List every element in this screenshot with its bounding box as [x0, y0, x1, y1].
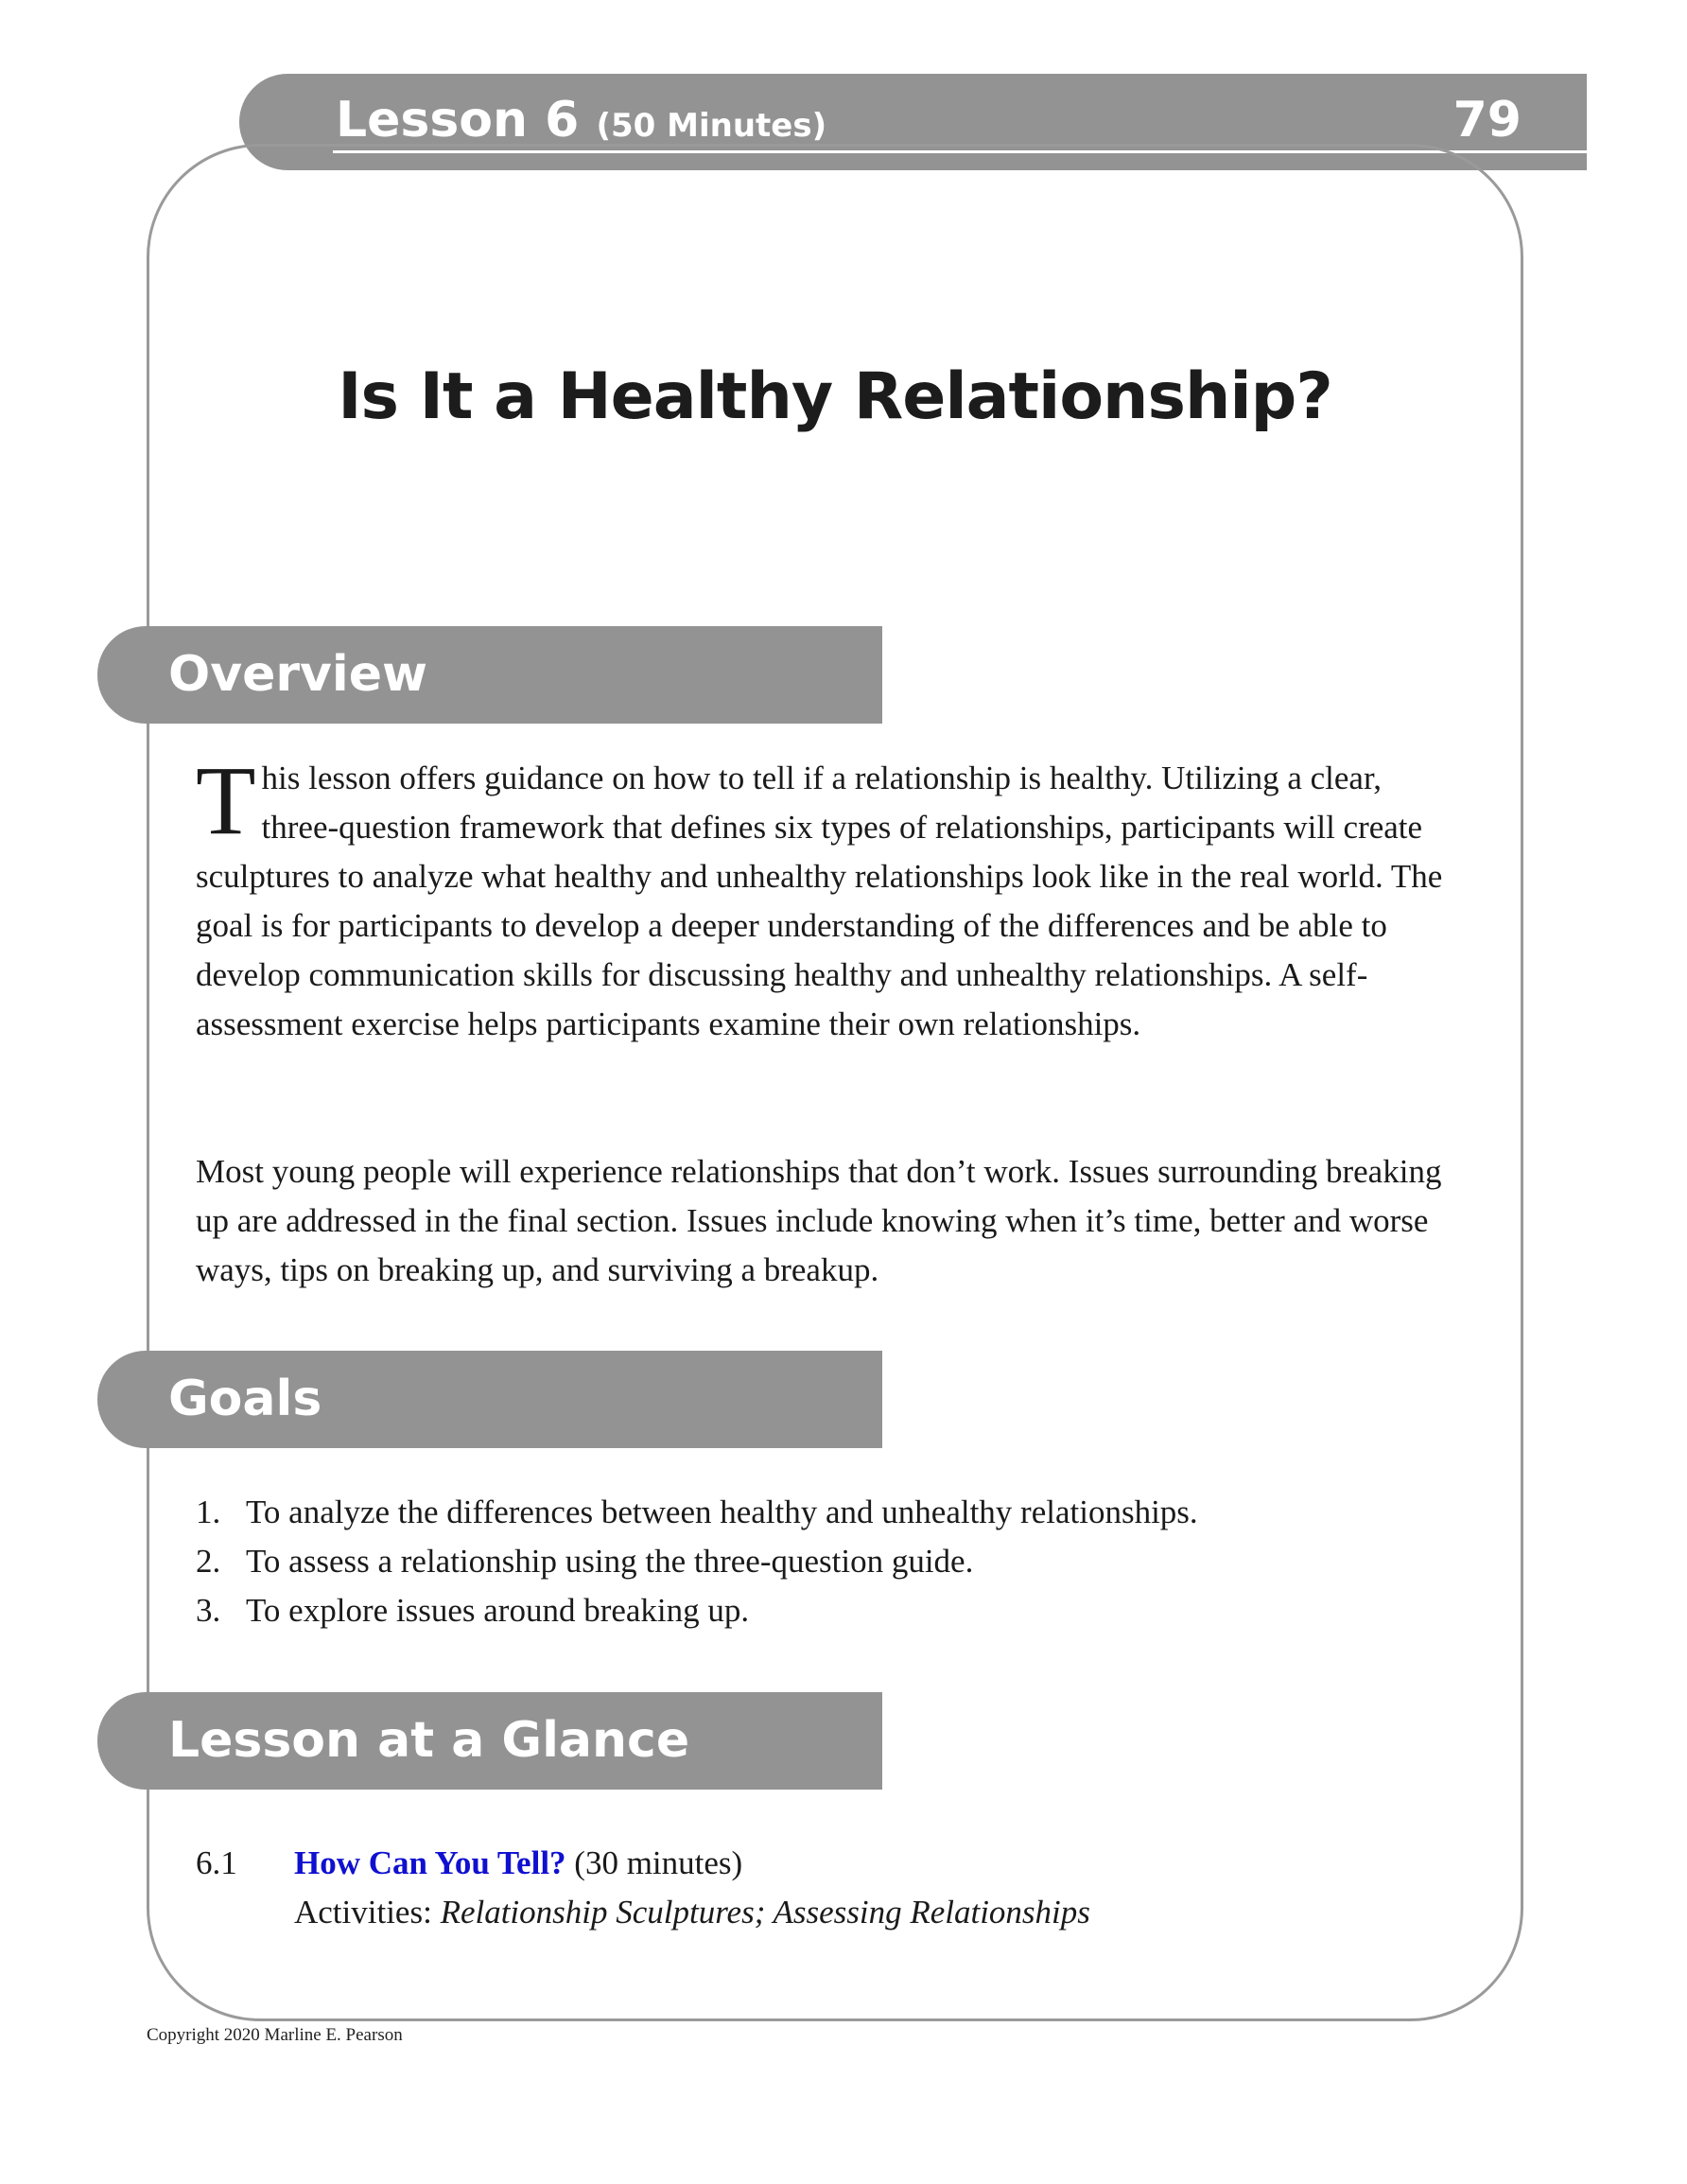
- list-item: [196, 1586, 1463, 1635]
- glance-banner: [97, 1692, 882, 1790]
- goal-text: To analyze the differences between healthy and unhealthy relationships.: [246, 1494, 1198, 1530]
- list-item: [196, 1488, 1463, 1537]
- lesson-duration: (50 Minutes): [596, 107, 827, 145]
- glance-item-number: 6.1: [196, 1844, 237, 1881]
- lesson-label: Lesson 6: [336, 92, 580, 149]
- glance-item-duration: (30 minutes): [574, 1844, 743, 1881]
- goal-text: To explore issues around breaking up.: [246, 1592, 750, 1629]
- page-title: Is It a Healthy Relationship?: [338, 359, 1332, 434]
- glance-section: [196, 1839, 1090, 1937]
- overview-paragraph-1: [196, 746, 1463, 1049]
- goals-list: [196, 1488, 1463, 1635]
- glance-heading: Lesson at a Glance: [168, 1712, 690, 1769]
- goal-number: 3.: [196, 1592, 221, 1629]
- glance-activities: [196, 1888, 1090, 1937]
- how-can-you-tell-link[interactable]: How Can You Tell?: [294, 1844, 566, 1881]
- overview-paragraph-2: Most young people will experience relationships that don’t work. Issues surrounding breaking up are addressed in the final section. Issues include knowing when it’s time, better and worse ways, tips on breaking up, and surviving a breakup.: [196, 1153, 1442, 1288]
- goals-heading: Goals: [168, 1371, 322, 1427]
- overview-heading: Overview: [168, 646, 428, 703]
- goal-text: To assess a relationship using the three-question guide.: [246, 1543, 974, 1580]
- activities-label: Activities:: [294, 1894, 432, 1931]
- glance-row: [196, 1839, 1090, 1888]
- goals-banner: [97, 1351, 882, 1448]
- goal-number: 2.: [196, 1543, 221, 1580]
- activities-list: Relationship Sculptures; Assessing Relationships: [440, 1894, 1090, 1931]
- overview-paragraph-1-text: his lesson offers guidance on how to tell if a relationship is healthy. Utilizing a clear, three-question framework that defines six types of relationships, participants will create sculptures to analyze what healthy and unhealthy relationships look like in the real world. The goal is for participants to develop a deeper understanding of the differences and be able to develop communication skills for discussing healthy and unhealthy relationships. A self-assessment exercise helps participants examine their own relationships.: [196, 760, 1443, 1042]
- list-item: [196, 1537, 1463, 1586]
- overview-banner: [97, 626, 882, 724]
- goal-number: 1.: [196, 1494, 221, 1530]
- page-number: 79: [1452, 92, 1522, 149]
- drop-cap: T: [196, 746, 256, 855]
- copyright-notice: Copyright 2020 Marline E. Pearson: [147, 2025, 403, 2045]
